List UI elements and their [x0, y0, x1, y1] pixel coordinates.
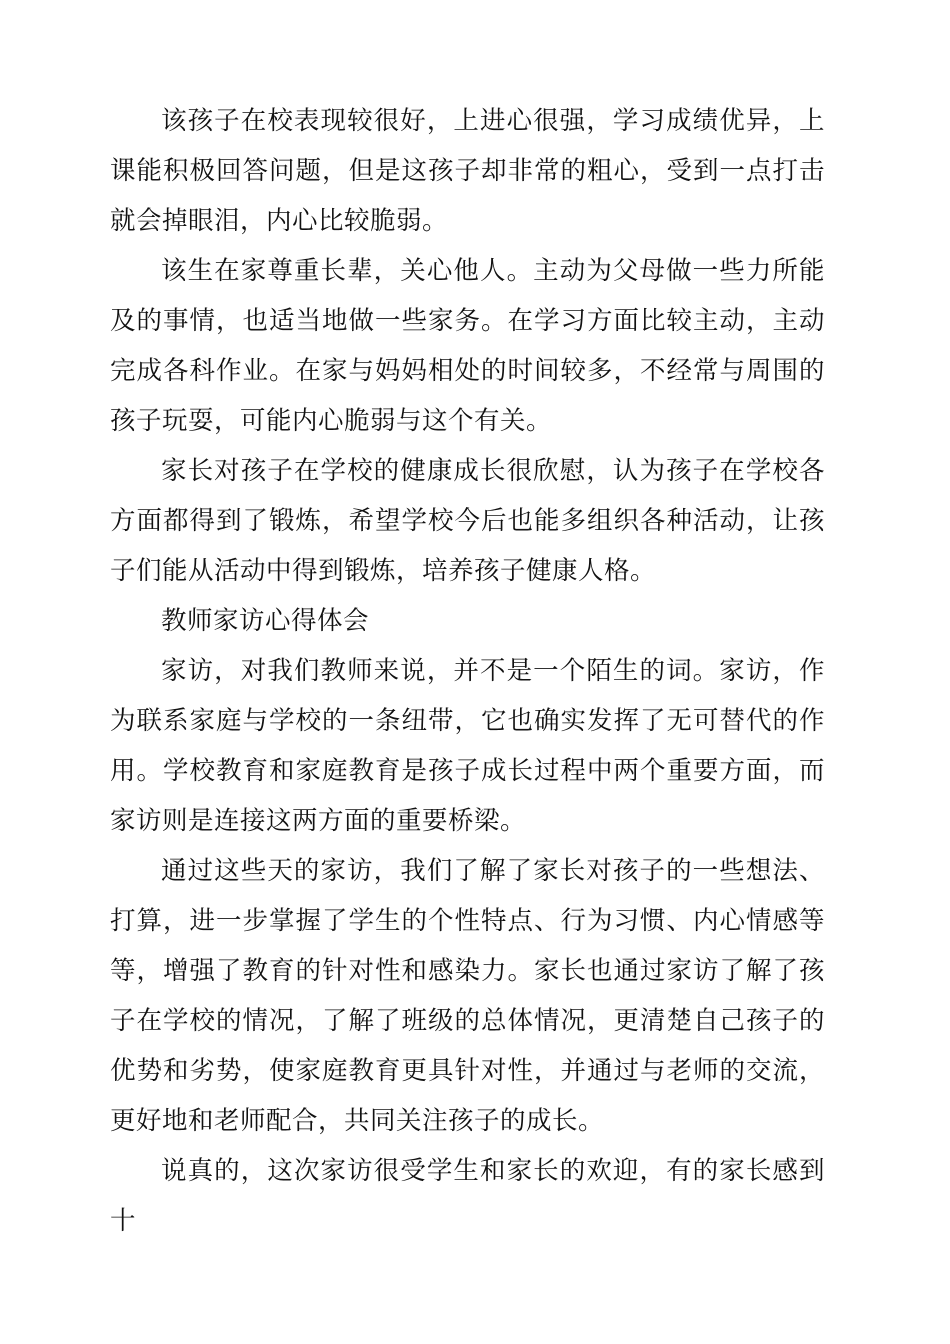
paragraph-parent-feedback: 家长对孩子在学校的健康成长很欣慰，认为孩子在学校各方面都得到了锻炼，希望学校今后也能多组织各种活动，让孩子们能从活动中得到锻炼，培养孩子健康人格。 — [110, 456, 825, 586]
paragraph-home-behavior: 该生在家尊重长辈，关心他人。主动为父母做一些力所能及的事情，也适当地做一些家务。在学习方面比较主动，主动完成各科作业。在家与妈妈相处的时间较多，不经常与周围的孩子玩耍，可能内心脆弱与这个有关。 — [110, 256, 825, 436]
paragraph-school-performance: 该孩子在校表现较很好，上进心很强，学习成绩优异，上课能积极回答问题，但是这孩子却非常的粗心，受到一点打击就会掉眼泪，内心比较脆弱。 — [110, 106, 825, 236]
document-page — [110, 96, 825, 1246]
paragraph-home-visit-intro: 家访，对我们教师来说，并不是一个陌生的词。家访，作为联系家庭与学校的一条纽带，它也确实发挥了无可替代的作用。学校教育和家庭教育是孩子成长过程中两个重要方面，而家访则是连接这两方面的重要桥梁。 — [110, 656, 825, 836]
paragraph-home-visit-benefits: 通过这些天的家访，我们了解了家长对孩子的一些想法、打算，进一步掌握了学生的个性特点、行为习惯、内心情感等等，增强了教育的针对性和感染力。家长也通过家访了解了孩子在学校的情况，了解了班级的总体情况，更清楚自己孩子的优势和劣势，使家庭教育更具针对性，并通过与老师的交流，更好地和老师配合，共同关注孩子的成长。 — [110, 856, 825, 1136]
paragraph-home-visit-reception: 说真的，这次家访很受学生和家长的欢迎，有的家长感到十 — [110, 1156, 825, 1236]
section-title: 教师家访心得体会 — [161, 606, 370, 636]
